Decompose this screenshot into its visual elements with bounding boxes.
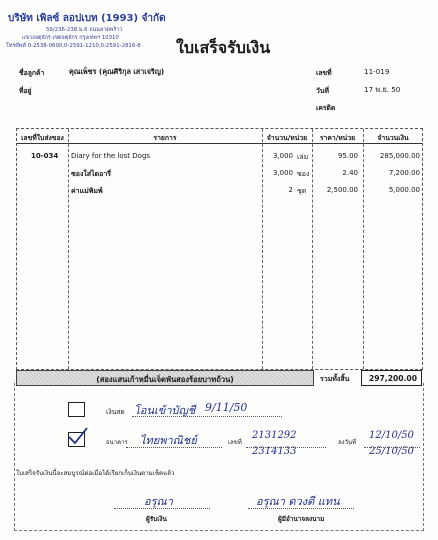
header-amount: จำนวนเงิน xyxy=(377,134,409,142)
row3-qty: 2 xyxy=(288,186,293,194)
header-price: ราคา/หน่วย xyxy=(319,134,356,142)
footer-note: ใบเสร็จรับเงินนี้จะสมบูรณ์ต่อเมื่อได้เรียกเก็บเงินตามเช็คแล้ว xyxy=(16,470,175,477)
items-table xyxy=(16,128,423,370)
row1-item: Diary for the lost Dogs xyxy=(71,152,151,160)
row1-qty: 3,000 xyxy=(272,152,293,160)
header-qty: จำนวน/หน่วย xyxy=(266,134,308,142)
row3-unit: ชุด xyxy=(297,187,307,195)
row1-amount: 285,000.00 xyxy=(379,152,420,160)
row1-unit: เล่ม xyxy=(297,153,309,161)
bank-handwritten: ไทยพาณิชย์ xyxy=(140,434,197,447)
row2-item: ซองใส่ไดอารี่ xyxy=(71,170,112,178)
receiver-signature: อรุณา xyxy=(144,495,173,508)
receiver-label: ผู้รับเงิน xyxy=(146,515,167,523)
cheque-date-2: 25/10/50 xyxy=(369,446,414,457)
column-divider xyxy=(68,129,69,369)
document-title: ใบเสร็จรับเงิน xyxy=(176,38,271,57)
doc-number-label: เลขที่ xyxy=(316,69,332,77)
cash-checkbox[interactable] xyxy=(68,402,85,417)
total-label: รวมทั้งสิ้น xyxy=(320,375,350,383)
checkmark-icon xyxy=(67,426,89,446)
company-address-line-2: แขวงจตุจักร เขตจตุจักร กรุงเทพฯ 10310 xyxy=(22,35,119,41)
date-label: วันที่ xyxy=(316,87,329,95)
row1-ref: 10-034 xyxy=(31,152,59,160)
company-phone: โทรศัพท์ 0-2538-0600,0-2591-1210,0-2591-2816-8 xyxy=(6,43,141,49)
date-value: 17 พ.ย. 50 xyxy=(364,85,401,94)
row3-item: ค่าแม่พิมพ์ xyxy=(71,187,103,195)
row2-price: 2.40 xyxy=(342,169,358,177)
row3-price: 2,500.00 xyxy=(326,186,358,194)
cheque-no-label: เลขที่ xyxy=(228,439,242,446)
cheque-date-1: 12/10/50 xyxy=(369,430,414,441)
bank-dotted-line xyxy=(126,447,222,448)
doc-number-value: 11-019 xyxy=(364,67,390,76)
authorized-label: ผู้มีอำนาจลงนาม xyxy=(278,515,325,523)
cheque-dotted-line xyxy=(246,447,326,448)
address-label: ที่อยู่ xyxy=(19,87,32,95)
column-divider xyxy=(363,129,364,369)
customer-label: ชื่อลูกค้า xyxy=(19,69,45,77)
cheque-no-2: 2314133 xyxy=(252,446,297,457)
authorized-dotted-line xyxy=(248,508,354,509)
cash-handwritten-date: 9/11/50 xyxy=(205,401,248,414)
row2-unit: ซอง xyxy=(297,170,310,178)
row1-price: 95.00 xyxy=(337,152,358,160)
cash-label: เงินสด xyxy=(106,408,125,416)
receiver-dotted-line xyxy=(114,508,210,509)
authorized-signature: อรุณา ดวงดี แทน xyxy=(256,495,340,508)
credit-label: เครดิต xyxy=(316,104,336,112)
bank-checkbox[interactable] xyxy=(68,432,85,447)
cash-dotted-line xyxy=(132,416,282,417)
cheque-no-1: 2131292 xyxy=(252,430,297,441)
company-address-line-1: 59/236-238 ม.6 ถนนลาดพร้าว xyxy=(46,27,123,33)
total-value: 297,200.00 xyxy=(368,374,417,383)
cheque-date-dotted-line xyxy=(364,447,420,448)
row3-amount: 5,000.00 xyxy=(388,186,420,194)
column-divider xyxy=(262,129,263,369)
company-name: บริษัท เพิลซ์ ลอปเบท (1993) จำกัด xyxy=(8,13,166,24)
cash-handwritten: โอนเข้าบัญชี xyxy=(134,404,196,417)
customer-value: คุณเพ็ชร (คุณศิริกุล เสาเจริญ) xyxy=(69,67,165,76)
bank-label: ธนาคาร xyxy=(106,439,128,446)
cheque-date-label: ลงวันที่ xyxy=(338,439,357,446)
header-item: รายการ xyxy=(153,134,177,142)
header-ref: เลขที่ใบส่งของ xyxy=(21,134,64,142)
column-divider xyxy=(312,129,313,369)
row2-qty: 3,000 xyxy=(272,169,293,177)
amount-in-words: (สองแสนเก้าหมื่นเจ็ดพันสองร้อยบาทถ้วน) xyxy=(96,375,234,384)
row2-amount: 7,200.00 xyxy=(388,169,420,177)
